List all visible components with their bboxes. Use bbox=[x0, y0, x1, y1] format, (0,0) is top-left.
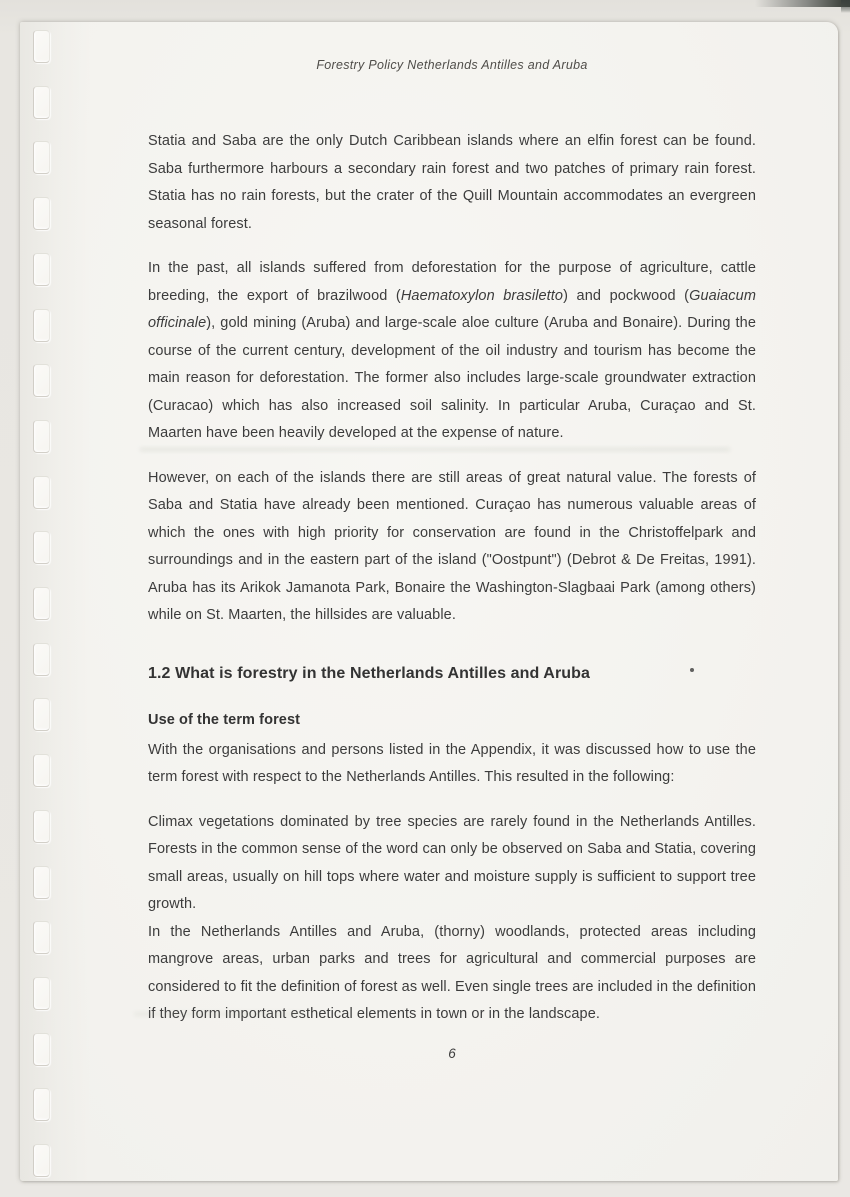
binding-hole bbox=[33, 1144, 50, 1177]
species-name-italic: Guaiacum officinale bbox=[148, 287, 756, 331]
binding-hole bbox=[33, 364, 50, 397]
text-run: ) and pockwood ( bbox=[563, 287, 690, 304]
text-run: ), gold mining (Aruba) and large-scale aloe culture (Aruba and Bonaire). During the course of the current century, development of the oil industry and tourism has become the main reason for deforestation. The former also includes large-scale groundwater extraction (Curacao) which has also increased soil salinity. In particular Aruba, Curaçao and St. Maarten have been heavily developed at the expense of nature. bbox=[148, 315, 756, 441]
document-content bbox=[148, 128, 756, 1046]
paragraph-appendix-discussion bbox=[148, 737, 756, 792]
paragraph-climax-vegetations bbox=[148, 809, 756, 919]
binding-hole bbox=[33, 754, 50, 787]
stray-ink-dot bbox=[690, 668, 694, 672]
binding-hole bbox=[33, 1088, 50, 1121]
binding-hole bbox=[33, 1033, 50, 1066]
paper-sheet bbox=[20, 22, 838, 1181]
scan-artifact-dark-strip bbox=[755, 0, 850, 7]
binding-hole bbox=[33, 587, 50, 620]
paragraph-elfin-forest bbox=[148, 128, 756, 238]
bleed-through-smudge bbox=[134, 1012, 304, 1016]
paragraph-natural-value bbox=[148, 465, 756, 630]
text-run: Climax vegetations dominated by tree species are rarely found in the Netherlands Antilles. Forests in the common sense of the word can only be observed on Saba and Statia, covering small areas, usually on hill tops where water and moisture supply is sufficient to support tree growth. bbox=[148, 813, 756, 912]
subsection-heading-term-forest bbox=[148, 707, 756, 735]
binding-hole bbox=[33, 86, 50, 119]
text-run: 1.2 What is forestry in the Netherlands Antilles and Aruba bbox=[148, 664, 591, 682]
binding-hole bbox=[33, 30, 50, 63]
bleed-through-smudge bbox=[140, 448, 730, 451]
text-run: With the organisations and persons listed in the Appendix, it was discussed how to use the term forest with respect to the Netherlands Antilles. This resulted in the following: bbox=[148, 741, 756, 785]
section-heading-1-2 bbox=[148, 660, 756, 688]
binding-holes bbox=[20, 22, 80, 1181]
page-number: 6 bbox=[448, 1046, 456, 1061]
text-run: However, on each of the islands there are still areas of great natural value. The forests of Saba and Statia have already been mentioned. Curaçao has numerous valuable areas of which the ones with high priority for conservation are found in the Christoffelpark and surroundings and in the eastern part of the island ("Oostpunt") (Debrot & De Freitas, 1991). Aruba has its Arikok Jamanota Park, Bonaire the Washington-Slagbaai Park (among others) while on St. Maarten, the hillsides are valuable. bbox=[148, 469, 756, 623]
binding-hole bbox=[33, 866, 50, 899]
text-run: Use of the term forest bbox=[148, 712, 301, 728]
binding-hole bbox=[33, 643, 50, 676]
scan-artifact-dark-corner bbox=[841, 0, 850, 13]
binding-hole bbox=[33, 921, 50, 954]
binding-hole bbox=[33, 977, 50, 1010]
binding-hole bbox=[33, 810, 50, 843]
binding-hole bbox=[33, 253, 50, 286]
binding-hole bbox=[33, 309, 50, 342]
species-name-italic: Haematoxylon brasiletto bbox=[400, 287, 564, 304]
running-header: Forestry Policy Netherlands Antilles and Aruba bbox=[316, 58, 588, 72]
text-run: In the past, all islands suffered from deforestation for the purpose of agriculture, cattle breeding, the export of brazilwood ( bbox=[148, 260, 756, 304]
binding-hole bbox=[33, 531, 50, 564]
binding-hole bbox=[33, 420, 50, 453]
paragraph-deforestation-history bbox=[148, 255, 756, 448]
binding-hole bbox=[33, 698, 50, 731]
text-run: Statia and Saba are the only Dutch Caribbean islands where an elfin forest can be found. Saba furthermore harbours a secondary rain forest and two patches of primary rain forest. Statia has no rain forests, but the crater of the Quill Mountain accommodates an evergreen seasonal forest. bbox=[148, 133, 756, 232]
binding-hole bbox=[33, 197, 50, 230]
binding-hole bbox=[33, 141, 50, 174]
text-run: In the Netherlands Antilles and Aruba, (thorny) woodlands, protected areas including mangrove areas, urban parks and trees for agricultural and commercial purposes are considered to fit the definition of forest as well. Even single trees are included in the definition if they form important esthetical elements in town or in the landscape. bbox=[148, 923, 756, 1022]
binding-hole bbox=[33, 476, 50, 509]
